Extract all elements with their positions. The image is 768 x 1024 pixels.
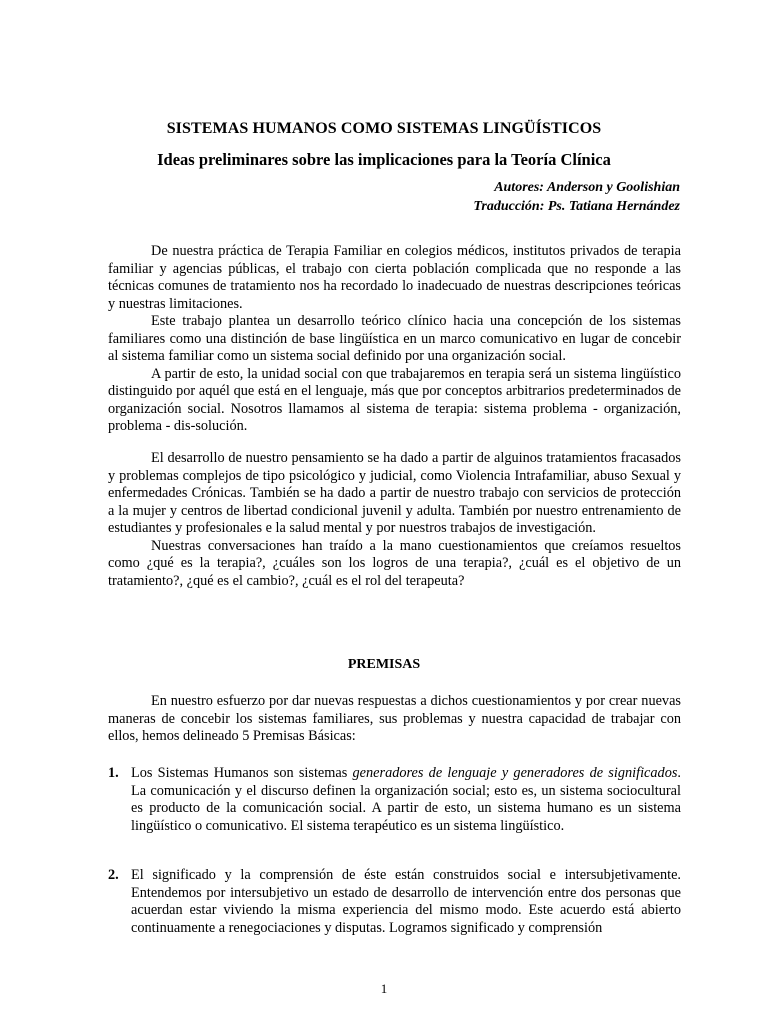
development-block xyxy=(108,450,681,590)
document-subtitle: Ideas preliminares sobre las implicaciones para la Teoría Clínica xyxy=(157,150,611,169)
premisas-intro-block xyxy=(108,693,681,746)
intro-block xyxy=(108,243,681,436)
paragraph: El desarrollo de nuestro pensamiento se ha dado a partir de alguinos tratamientos fracasados y problemas complejos de tipo psicológico y judicial, como Violencia Intrafamiliar, abuso Sexual y enfermedades Crónicas. También se ha dado a partir de nuestro trabajo con servicios de protección a la mujer y centros de libertad condicional juvenil y adulta. También por nuestro entrenamiento de estudiantes y profesionales e la salud mental y por nuestros trabajos de investigación. xyxy=(108,450,681,536)
paragraph: Este trabajo plantea un desarrollo teórico clínico hacia una concepción de los sistemas familiares como una distinción de base lingüística en un marco comunicativo en lugar de concebir al sistema familiar como un sistema social definido por una organización social. xyxy=(108,313,681,364)
paragraph: En nuestro esfuerzo por dar nuevas respuestas a dichos cuestionamientos y por crear nuevas maneras de concebir los sistemas familiares, sus problemas y nuestra capacidad de trabajar con ellos, hemos delineado 5 Premisas Básicas: xyxy=(108,693,681,744)
premise-text: El significado y la comprensión de éste están construidos social e intersubjetivamente. Entendemos por intersubjetivo un estado de desarrollo de intervención entre dos personas que acuerdan estar viviendo la misma experiencia del mismo modo. Este acuerdo está abierto continuamente a renegociaciones y disputas. Logramos significado y comprensión xyxy=(131,867,681,936)
premise-emphasis: generadores de lenguaje y generadores de significados xyxy=(352,765,678,781)
premise-number: 2. xyxy=(108,867,119,883)
premise-rest: . La comunicación y el discurso definen la organización social; esto es, un sistema sociocultural es producto de la comunicación social. A partir de esto, un sistema humano es un sistema lingüístico o comunicativo. El sistema terapéutico es un sistema lingüístico. xyxy=(131,765,681,834)
premise-number: 1. xyxy=(108,765,119,781)
authors-line: Autores: Anderson y Goolishian xyxy=(494,180,680,195)
paragraph: De nuestra práctica de Terapia Familiar en colegios médicos, institutos privados de terapia familiar y agencias públicas, el trabajo con cierta población complicada que no responde a las técnicas comunes de tratamiento nos ha recordado lo inadecuado de nuestras descripciones teóricas y nuestras limitaciones. xyxy=(108,243,681,312)
premise-text xyxy=(131,765,681,835)
premisas-heading: PREMISAS xyxy=(347,657,421,672)
premise-lead: Los Sistemas Humanos son sistemas xyxy=(131,765,353,781)
premise-item xyxy=(108,867,681,937)
translation-line: Traducción: Ps. Tatiana Hernández xyxy=(473,199,680,214)
paragraph: Nuestras conversaciones han traído a la mano cuestionamientos que creíamos resueltos como ¿qué es la terapia?, ¿cuáles son los logros de una terapia?, ¿cuál es el objetivo de un tratamiento?, ¿qué es el cambio?, ¿cuál es el rol del terapeuta? xyxy=(108,537,681,589)
premise-item xyxy=(108,765,681,835)
document-title: SISTEMAS HUMANOS COMO SISTEMAS LINGÜÍSTICOS xyxy=(166,120,602,137)
page-number: 1 xyxy=(380,981,388,996)
paragraph: A partir de esto, la unidad social con que trabajaremos en terapia será un sistema lingüístico distinguido por aquél que está en el lenguaje, más que por conceptos arbitrarios predeterminados de organización social. Nosotros llamamos al sistema de terapia: sistema problema - organización, problema - dis-solución. xyxy=(108,365,681,434)
